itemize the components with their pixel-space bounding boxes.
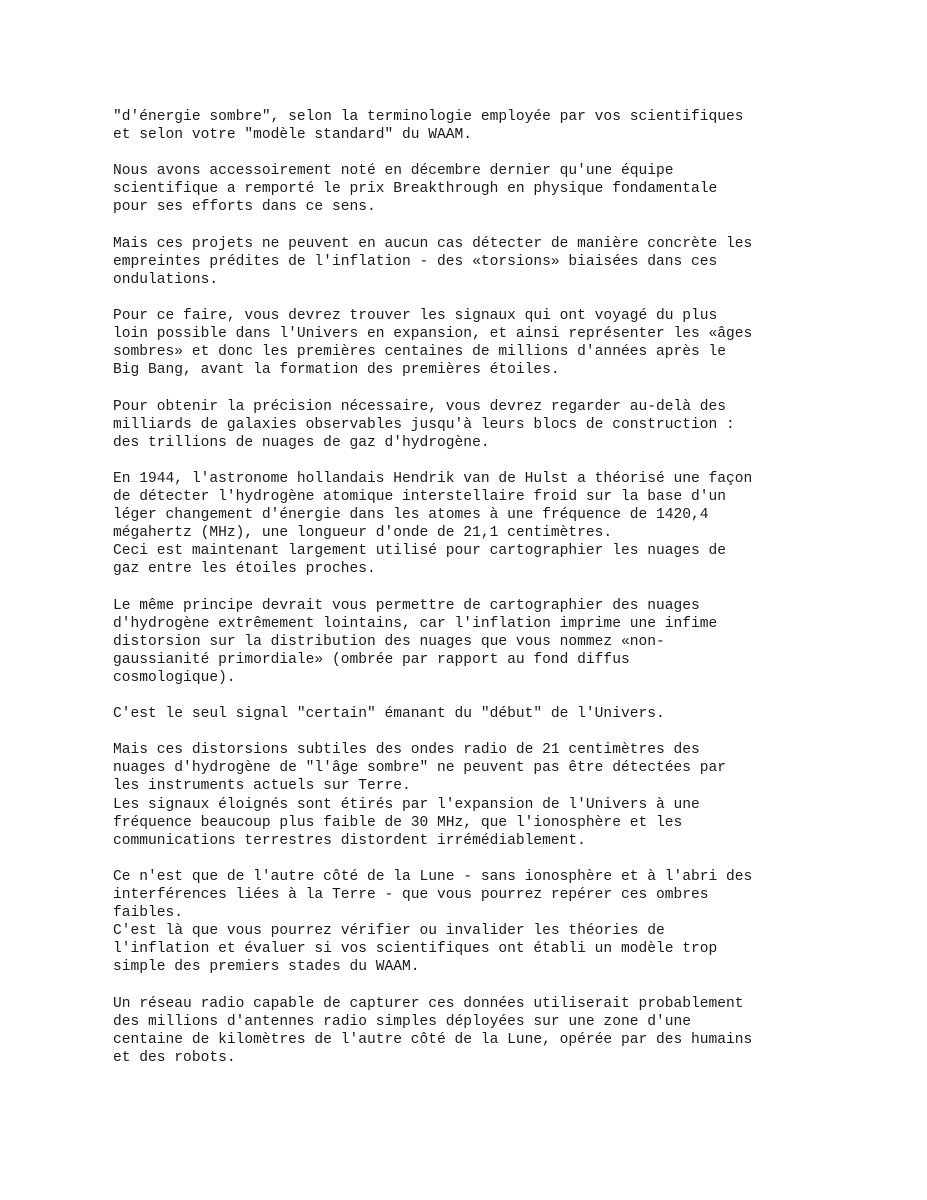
text-line: des millions d'antennes radio simples déployées sur une zone d'une: [113, 1013, 692, 1030]
text-line: C'est là que vous pourrez vérifier ou invalider les théories de: [113, 923, 665, 940]
text-line: faibles.: [113, 905, 184, 922]
text-line: sombres» et donc les premières centaines de millions d'années après le: [113, 344, 727, 361]
text-line: interférences liées à la Terre - que vous pourrez repérer ces ombres: [113, 887, 709, 904]
text-line: Ce n'est que de l'autre côté de la Lune - sans ionosphère et à l'abri des: [113, 868, 753, 885]
text-line: et des robots.: [113, 1049, 236, 1066]
paragraph-breakthrough-prize: [113, 162, 853, 216]
text-line: gaussianité primordiale» (ombrée par rapport au fond diffus: [113, 651, 630, 668]
text-line: centaine de kilomètres de l'autre côté de la Lune, opérée par des humains: [113, 1031, 753, 1048]
text-line: des trillions de nuages de gaz d'hydrogène.: [113, 434, 490, 451]
text-line: distorsion sur la distribution des nuages que vous nommez «non-: [113, 633, 665, 650]
text-line: En 1944, l'astronome hollandais Hendrik van de Hulst a théorisé une façon: [113, 470, 753, 487]
document-body: [113, 108, 853, 1085]
text-line: C'est le seul signal "certain" émanant du "début" de l'Univers.: [113, 706, 665, 723]
paragraph-certain-signal: [113, 705, 853, 723]
paragraph-inflation-imprints: [113, 235, 853, 289]
paragraph-radio-array: [113, 995, 853, 1067]
text-line: les instruments actuels sur Terre.: [113, 778, 411, 795]
text-line: Pour obtenir la précision nécessaire, vous devrez regarder au-delà des: [113, 398, 727, 415]
text-line: ondulations.: [113, 271, 219, 288]
text-line: mégahertz (MHz), une longueur d'onde de 21,1 centimètres.: [113, 525, 613, 542]
text-line: Le même principe devrait vous permettre de cartographier des nuages: [113, 597, 700, 614]
text-line: Mais ces projets ne peuvent en aucun cas détecter de manière concrète les: [113, 235, 753, 252]
paragraph-subtle-distortions: [113, 741, 853, 850]
paragraph-far-side-moon: [113, 868, 853, 977]
text-line: empreintes prédites de l'inflation - des «torsions» biaisées dans ces: [113, 253, 718, 270]
paragraph-non-gaussianity: [113, 597, 853, 687]
paragraph-hydrogen-clouds: [113, 398, 853, 452]
text-line: et selon votre "modèle standard" du WAAM.: [113, 127, 473, 144]
paragraph-dark-energy: [113, 108, 853, 144]
text-line: Ceci est maintenant largement utilisé pour cartographier les nuages de: [113, 543, 727, 560]
text-line: scientifique a remporté le prix Breakthrough en physique fondamentale: [113, 181, 718, 198]
text-line: de détecter l'hydrogène atomique interstellaire froid sur la base d'un: [113, 488, 727, 505]
text-line: gaz entre les étoiles proches.: [113, 561, 376, 578]
text-line: communications terrestres distordent irrémédiablement.: [113, 832, 586, 849]
text-line: Un réseau radio capable de capturer ces données utiliserait probablement: [113, 995, 744, 1012]
text-line: "d'énergie sombre", selon la terminologie employée par vos scientifiques: [113, 109, 744, 125]
text-line: Big Bang, avant la formation des premières étoiles.: [113, 362, 560, 379]
text-line: cosmologique).: [113, 669, 236, 686]
text-line: loin possible dans l'Univers en expansion, et ainsi représenter les «âges: [113, 326, 753, 343]
text-line: milliards de galaxies observables jusqu'à leurs blocs de construction :: [113, 416, 735, 433]
text-line: Les signaux éloignés sont étirés par l'expansion de l'Univers à une: [113, 796, 700, 813]
paragraph-van-de-hulst: [113, 470, 853, 579]
text-line: simple des premiers stades du WAAM.: [113, 959, 420, 976]
text-line: Nous avons accessoirement noté en décembre dernier qu'une équipe: [113, 163, 674, 180]
text-line: nuages d'hydrogène de "l'âge sombre" ne peuvent pas être détectées par: [113, 760, 727, 777]
text-line: Pour ce faire, vous devrez trouver les signaux qui ont voyagé du plus: [113, 308, 718, 325]
paragraph-dark-ages: [113, 307, 853, 379]
text-line: pour ses efforts dans ce sens.: [113, 199, 376, 216]
text-line: d'hydrogène extrêmement lointains, car l'inflation imprime une infime: [113, 615, 718, 632]
text-line: l'inflation et évaluer si vos scientifiques ont établi un modèle trop: [113, 941, 718, 958]
text-line: léger changement d'énergie dans les atomes à une fréquence de 1420,4: [113, 507, 709, 524]
text-line: fréquence beaucoup plus faible de 30 MHz, que l'ionosphère et les: [113, 814, 683, 831]
text-line: Mais ces distorsions subtiles des ondes radio de 21 centimètres des: [113, 742, 700, 759]
